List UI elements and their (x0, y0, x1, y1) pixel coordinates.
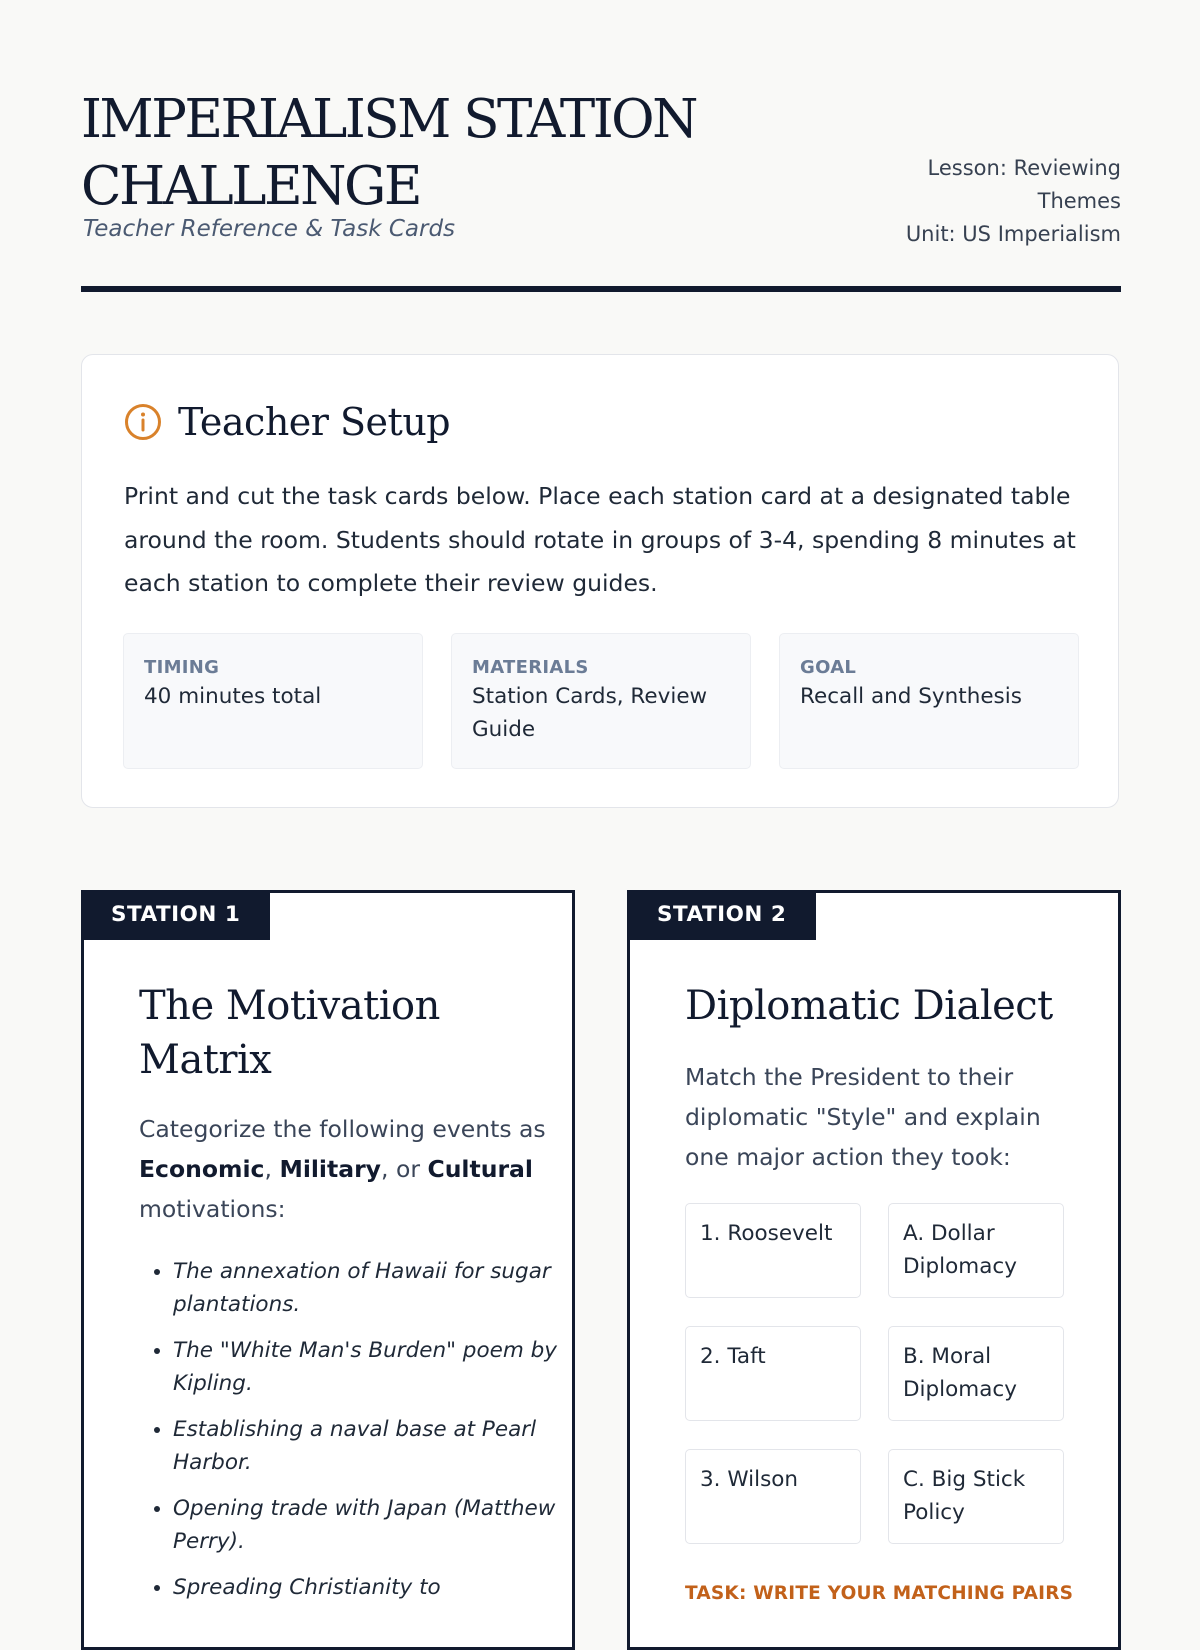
president-box: 3. Wilson (685, 1449, 861, 1544)
military-term: Military (279, 1155, 381, 1183)
setup-info-row (123, 633, 1079, 769)
station-2-title: Diplomatic Dialect (685, 983, 1053, 1029)
event-item: • Opening trade with Japan (Matthew Perry). (173, 1492, 563, 1558)
lesson-label: Lesson: Reviewing Themes (927, 156, 1121, 213)
style-box: A. Dollar Diplomacy (888, 1203, 1064, 1298)
materials-value: Station Cards, Review Guide (472, 684, 708, 742)
timing-value: 40 minutes total (144, 684, 322, 709)
materials-label: MATERIALS (472, 657, 589, 678)
lesson-meta (881, 152, 1121, 251)
station-2-instructions: Match the President to their diplomatic "Style" and explain one major action they took: (685, 1063, 1041, 1171)
economic-term: Economic (139, 1155, 265, 1183)
page-subtitle: Teacher Reference & Task Cards (83, 216, 456, 242)
setup-instructions: Print and cut the task cards below. Place each station card at a designated table around the room. Students should rotate in groups of 3-4, spending 8 minutes at each station to complete their review guides. (124, 482, 1076, 597)
cultural-term: Cultural (427, 1155, 533, 1183)
instructions-text: Categorize the following events as (139, 1115, 546, 1143)
teacher-setup-card (81, 354, 1119, 808)
info-icon (124, 403, 162, 441)
event-list (139, 1255, 563, 1617)
event-item: • The annexation of Hawaii for sugar plantations. (173, 1255, 563, 1321)
timing-box (123, 633, 423, 769)
task-instruction: TASK: WRITE YOUR MATCHING PAIRS (685, 1583, 1074, 1604)
station-2-badge: STATION 2 (627, 890, 816, 940)
station-1-card (81, 890, 575, 1650)
station-2-card (627, 890, 1121, 1650)
page-header (81, 86, 1121, 292)
page-title: IMPERIALISM STATION CHALLENGE (81, 89, 696, 217)
style-box: C. Big Stick Policy (888, 1449, 1064, 1544)
instructions-text: motivations: (139, 1195, 286, 1223)
separator-text: , (264, 1155, 280, 1183)
president-box: 2. Taft (685, 1326, 861, 1421)
goal-value: Recall and Synthesis (800, 684, 1022, 709)
separator-text: , or (381, 1155, 428, 1183)
president-box: 1. Roosevelt (685, 1203, 861, 1298)
event-item: • Establishing a naval base at Pearl Harbor. (173, 1413, 563, 1479)
setup-title: Teacher Setup (178, 400, 451, 444)
goal-label: GOAL (800, 657, 857, 678)
unit-label: Unit: US Imperialism (905, 222, 1121, 246)
event-item: • The "White Man's Burden" poem by Kipling. (173, 1334, 563, 1400)
station-1-badge: STATION 1 (81, 890, 270, 940)
station-1-instructions (139, 1109, 549, 1229)
event-item: • Spreading Christianity to (173, 1571, 563, 1604)
materials-box (451, 633, 751, 769)
timing-label: TIMING (144, 657, 220, 678)
goal-box (779, 633, 1079, 769)
setup-heading (124, 397, 450, 447)
style-box: B. Moral Diplomacy (888, 1326, 1064, 1421)
station-1-title: The Motivation Matrix (139, 983, 440, 1083)
